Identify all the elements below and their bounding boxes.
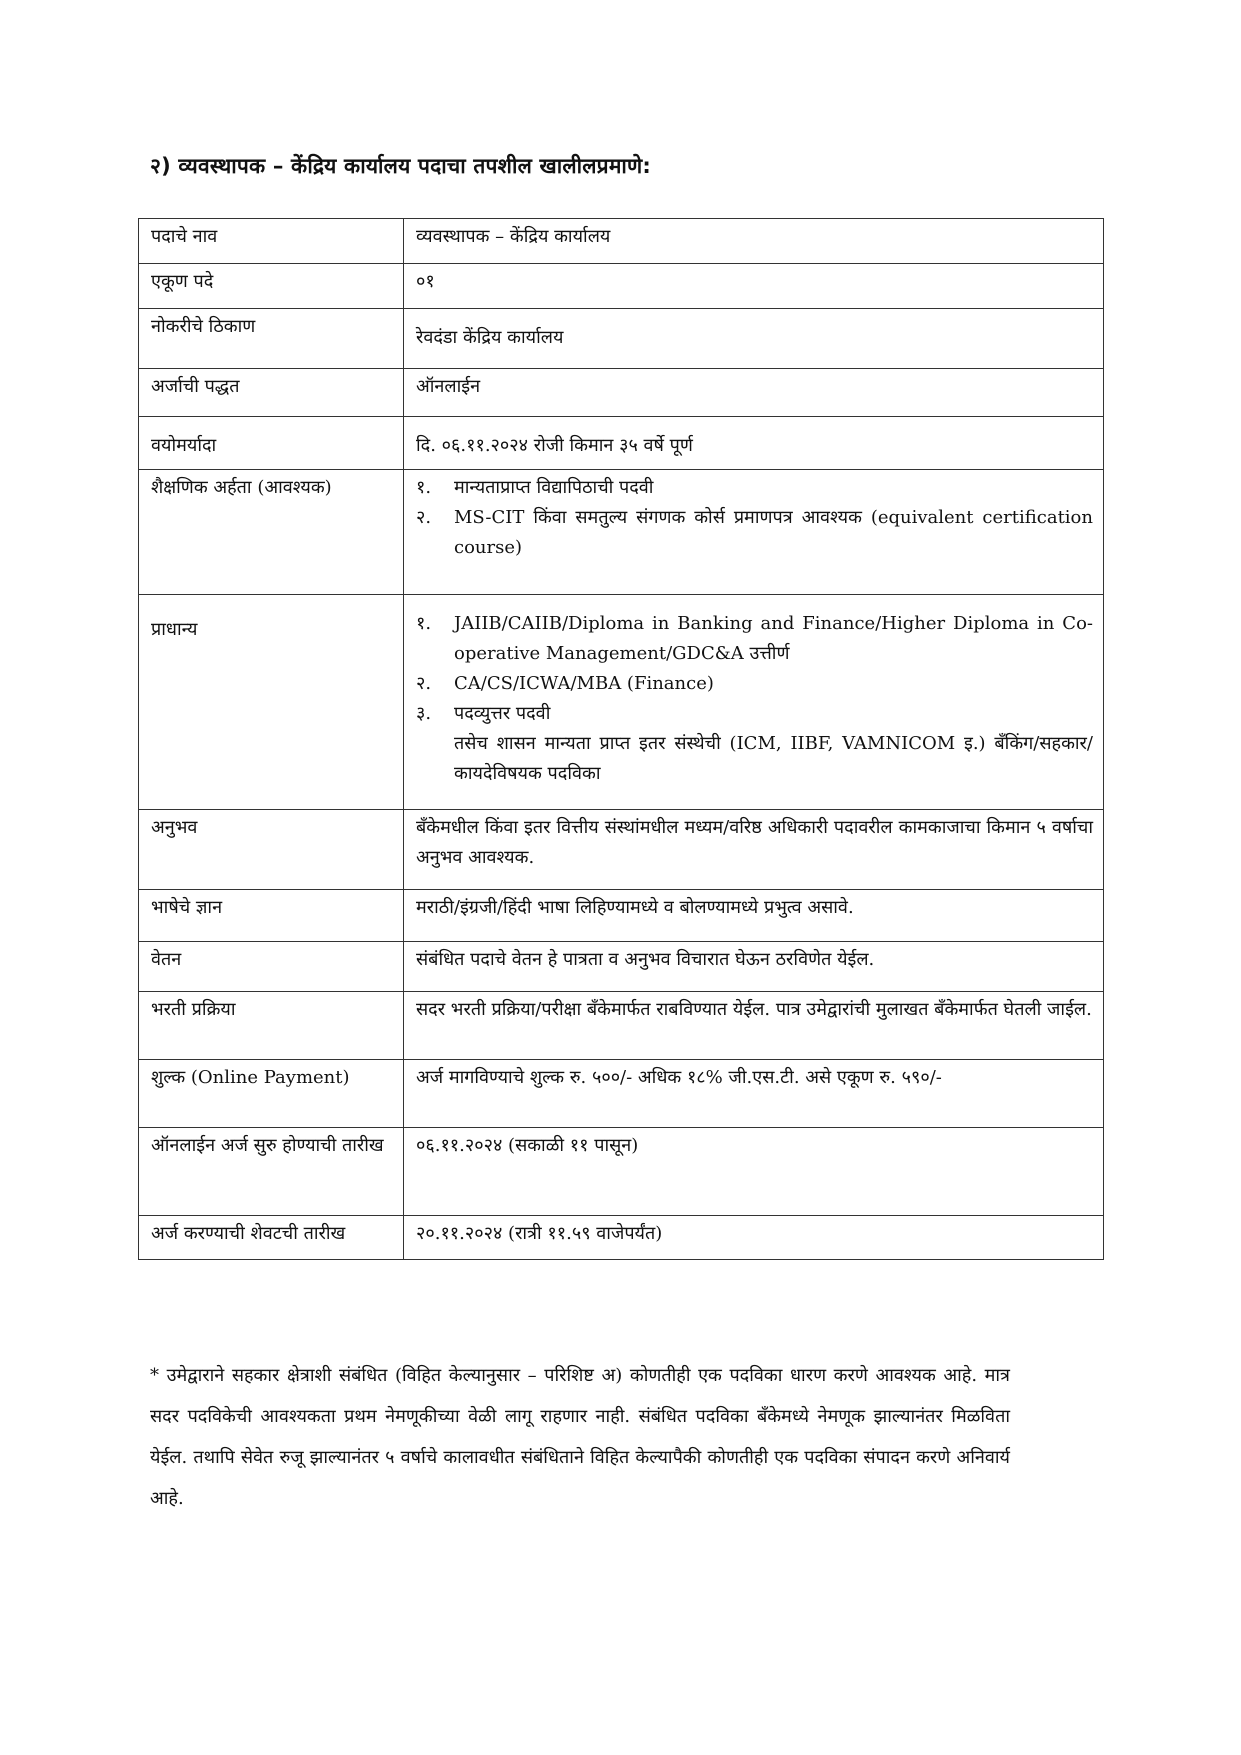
table-row [139,1128,1104,1216]
table-row [139,992,1104,1060]
row-value: दि. ०६.११.२०२४ रोजी किमान ३५ वर्षे पूर्ण [404,417,1104,470]
row-value: मराठी/इंग्रजी/हिंदी भाषा लिहिण्यामध्ये व बोलण्यामध्ये प्रभुत्व असावे. [404,890,1104,942]
table-row [139,595,1104,810]
table-row [139,470,1104,595]
row-label: शैक्षणिक अर्हता (आवश्यक) [139,470,404,595]
row-value: रेवदंडा केंद्रिय कार्यालय [404,309,1104,369]
row-value: सदर भरती प्रक्रिया/परीक्षा बँकेमार्फत राबविण्यात येईल. पात्र उमेद्वारांची मुलाखत बँकेमार्फत घेतली जाईल. [404,992,1104,1060]
row-label: नोकरीचे ठिकाण [139,309,404,369]
table-row [139,264,1104,309]
table-row [139,309,1104,369]
row-label: एकूण पदे [139,264,404,309]
table-row [139,1216,1104,1260]
post-details-table [138,218,1104,1260]
row-label: अर्ज करण्याची शेवटची तारीख [139,1216,404,1260]
row-label: प्राधान्य [139,595,404,810]
list-item: १. मान्यताप्राप्त विद्यापिठाची पदवी [416,477,654,498]
section-heading: २) व्यवस्थापक – केंद्रिय कार्यालय पदाचा तपशील खालीलप्रमाणे: [150,154,652,178]
row-value: ऑनलाईन [404,369,1104,417]
row-label: वयोमर्यादा [139,417,404,470]
table-row [139,369,1104,417]
list-item: ३. पदव्युत्तर पदवी [416,703,551,724]
row-value [404,470,1104,595]
table-row [139,810,1104,890]
row-value: २०.११.२०२४ (रात्री ११.५९ वाजेपर्यंत) [404,1216,1104,1260]
list-item: १. JAIIB/CAIIB/Diploma in Banking and Finance/Higher Diploma in Co-operative Management/GDC&A उत्तीर्ण [416,613,1093,664]
list-item: २. MS-CIT किंवा समतुल्य संगणक कोर्स प्रमाणपत्र आवश्यक (equivalent certification course) [416,507,1093,558]
row-value: अर्ज मागविण्याचे शुल्क रु. ५००/- अधिक १८% जी.एस.टी. असे एकूण रु. ५९०/- [404,1060,1104,1128]
row-value: बँकेमधील किंवा इतर वित्तीय संस्थांमधील मध्यम/वरिष्ठ अधिकारी पदावरील कामकाजाचा किमान ५ वर्षाचा अनुभव आवश्यक. [404,810,1104,890]
row-value: ०१ [404,264,1104,309]
row-label: पदाचे नाव [139,219,404,264]
row-label: अर्जाची पद्धत [139,369,404,417]
row-label: ऑनलाईन अर्ज सुरु होण्याची तारीख [139,1128,404,1216]
table-row [139,890,1104,942]
row-label: भरती प्रक्रिया [139,992,404,1060]
row-value: व्यवस्थापक – केंद्रिय कार्यालय [404,219,1104,264]
list-item: २. CA/CS/ICWA/MBA (Finance) [416,673,714,694]
table-row [139,417,1104,470]
table-row [139,219,1104,264]
preference-extra: तसेच शासन मान्यता प्राप्त इतर संस्थेची (ICM, IIBF, VAMNICOM इ.) बँकिंग/सहकार/कायदेविषयक पदविका [454,733,1093,784]
table-row [139,1060,1104,1128]
table-row [139,942,1104,992]
row-value [404,595,1104,810]
footnote: * उमेद्वाराने सहकार क्षेत्राशी संबंधित (विहित केल्यानुसार – परिशिष्ट अ) कोणतीही एक पदविका धारण करणे आवश्यक आहे. मात्र सदर पदविकेची आवश्यकता प्रथम नेमणूकीच्या वेळी लागू राहणार नाही. संबंधित पदविका बँकेमध्ये नेमणूक झाल्यानंतर मिळविता येईल. तथापि सेवेत रुजू झाल्यानंतर ५ वर्षाचे कालावधीत संबंधिताने विहित केल्यापैकी कोणतीही एक पदविका संपादन करणे अनिवार्य आहे. [150,1365,1010,1509]
row-label: भाषेचे ज्ञान [139,890,404,942]
row-label: शुल्क (Online Payment) [139,1060,404,1128]
row-value: ०६.११.२०२४ (सकाळी ११ पासून) [404,1128,1104,1216]
row-label: वेतन [139,942,404,992]
row-label: अनुभव [139,810,404,890]
row-value: संबंधित पदाचे वेतन हे पात्रता व अनुभव विचारात घेऊन ठरविणेत येईल. [404,942,1104,992]
